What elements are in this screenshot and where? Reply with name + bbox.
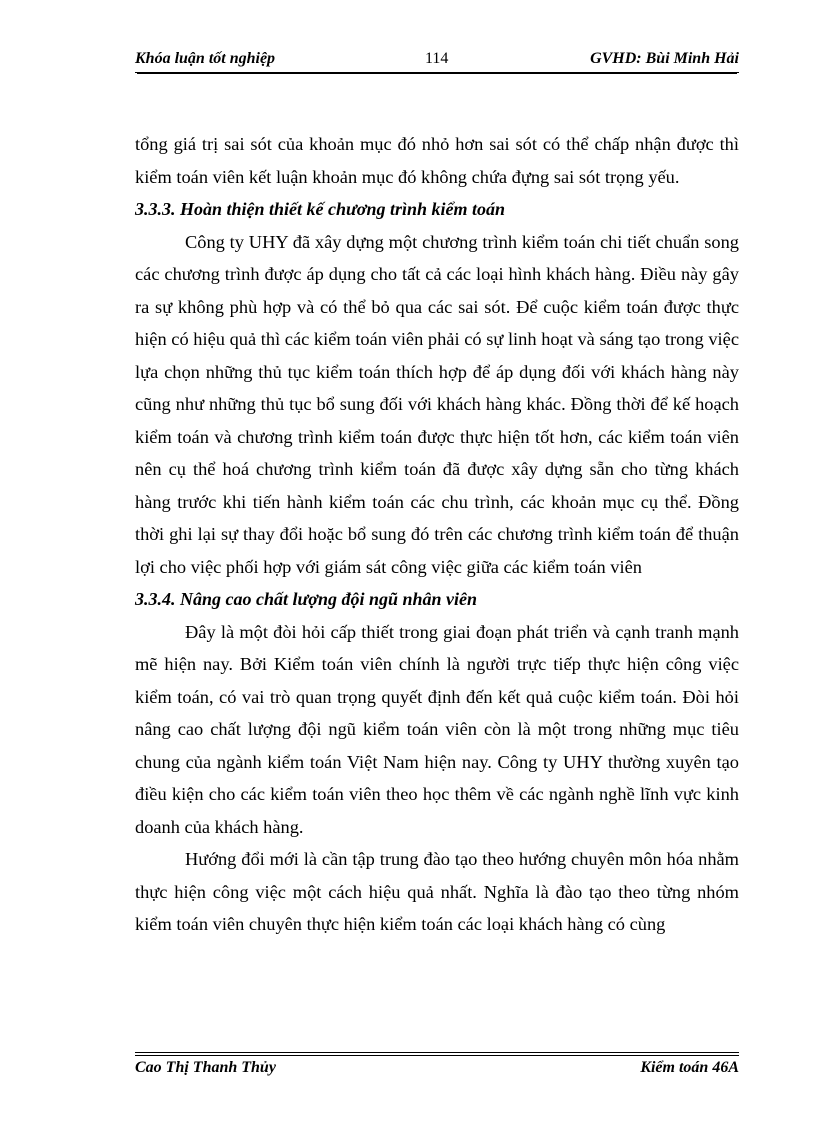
- page-footer: [135, 1052, 739, 1081]
- section-heading-3-3-3: 3.3.3. Hoàn thiện thiết kế chương trình kiểm toán: [135, 199, 506, 219]
- document-body: [135, 128, 739, 941]
- paragraph-staff-quality: Đây là một đòi hỏi cấp thiết trong giai đoạn phát triển và cạnh tranh mạnh mẽ hiện nay. Bởi Kiểm toán viên chính là người trực tiếp thực hiện công việc kiểm toán, có vai trò quan trọng quyết định đến kết quả cuộc kiểm toán. Đòi hỏi nâng cao chất lượng đội ngũ kiểm toán viên còn là một trong những mục tiêu chung của ngành kiểm toán Việt Nam hiện nay. Công ty UHY thường xuyên tạo điều kiện cho các kiểm toán viên theo học thêm về các ngành nghề lĩnh vực kinh doanh của khách hàng.: [135, 621, 739, 837]
- footer-author: Cao Thị Thanh Thủy: [135, 1059, 276, 1076]
- paragraph-audit-program: Công ty UHY đã xây dựng một chương trình kiểm toán chi tiết chuẩn song các chương trình được áp dụng cho tất cả các loại hình khách hàng. Điều này gây ra sự không phù hợp và có thể bỏ qua các sai sót. Để cuộc kiểm toán được thực hiện có hiệu quả thì các kiểm toán viên phải có sự linh hoạt và sáng tạo trong việc lựa chọn những thủ tục kiểm toán thích hợp để áp dụng đối với khách hàng này cũng như những thủ tục bổ sung đối với khách hàng khác. Đồng thời để kế hoạch kiểm toán và chương trình kiểm toán được thực hiện tốt hơn, các kiểm toán viên nên cụ thể hoá chương trình kiểm toán đã được xây dựng sẵn cho từng khách hàng trước khi tiến hành kiểm toán các chu trình, các khoản mục cụ thể. Đồng thời ghi lại sự thay đổi hoặc bổ sung đó trên các chương trình kiểm toán để thuận lợi cho việc phối hợp với giám sát công việc giữa các kiểm toán viên: [135, 231, 739, 577]
- footer-class: Kiểm toán 46A: [640, 1059, 739, 1076]
- header-supervisor: GVHD: Bùi Minh Hải: [590, 50, 739, 67]
- section-heading-3-3-4: 3.3.4. Nâng cao chất lượng đội ngũ nhân viên: [135, 589, 477, 609]
- header-document-title: Khóa luận tốt nghiệp: [135, 50, 276, 67]
- page-number: 114: [425, 50, 449, 67]
- paragraph-continuation: tổng giá trị sai sót của khoản mục đó nhỏ hơn sai sót có thể chấp nhận được thì kiểm toán viên kết luận khoản mục đó không chứa đựng sai sót trọng yếu.: [135, 134, 739, 187]
- page-header: [135, 48, 739, 73]
- paragraph-specialization: Hướng đổi mới là cần tập trung đào tạo theo hướng chuyên môn hóa nhằm thực hiện công việc một cách hiệu quả nhất. Nghĩa là đào tạo theo từng nhóm kiểm toán viên chuyên thực hiện kiểm toán các loại khách hàng có cùng: [135, 849, 739, 934]
